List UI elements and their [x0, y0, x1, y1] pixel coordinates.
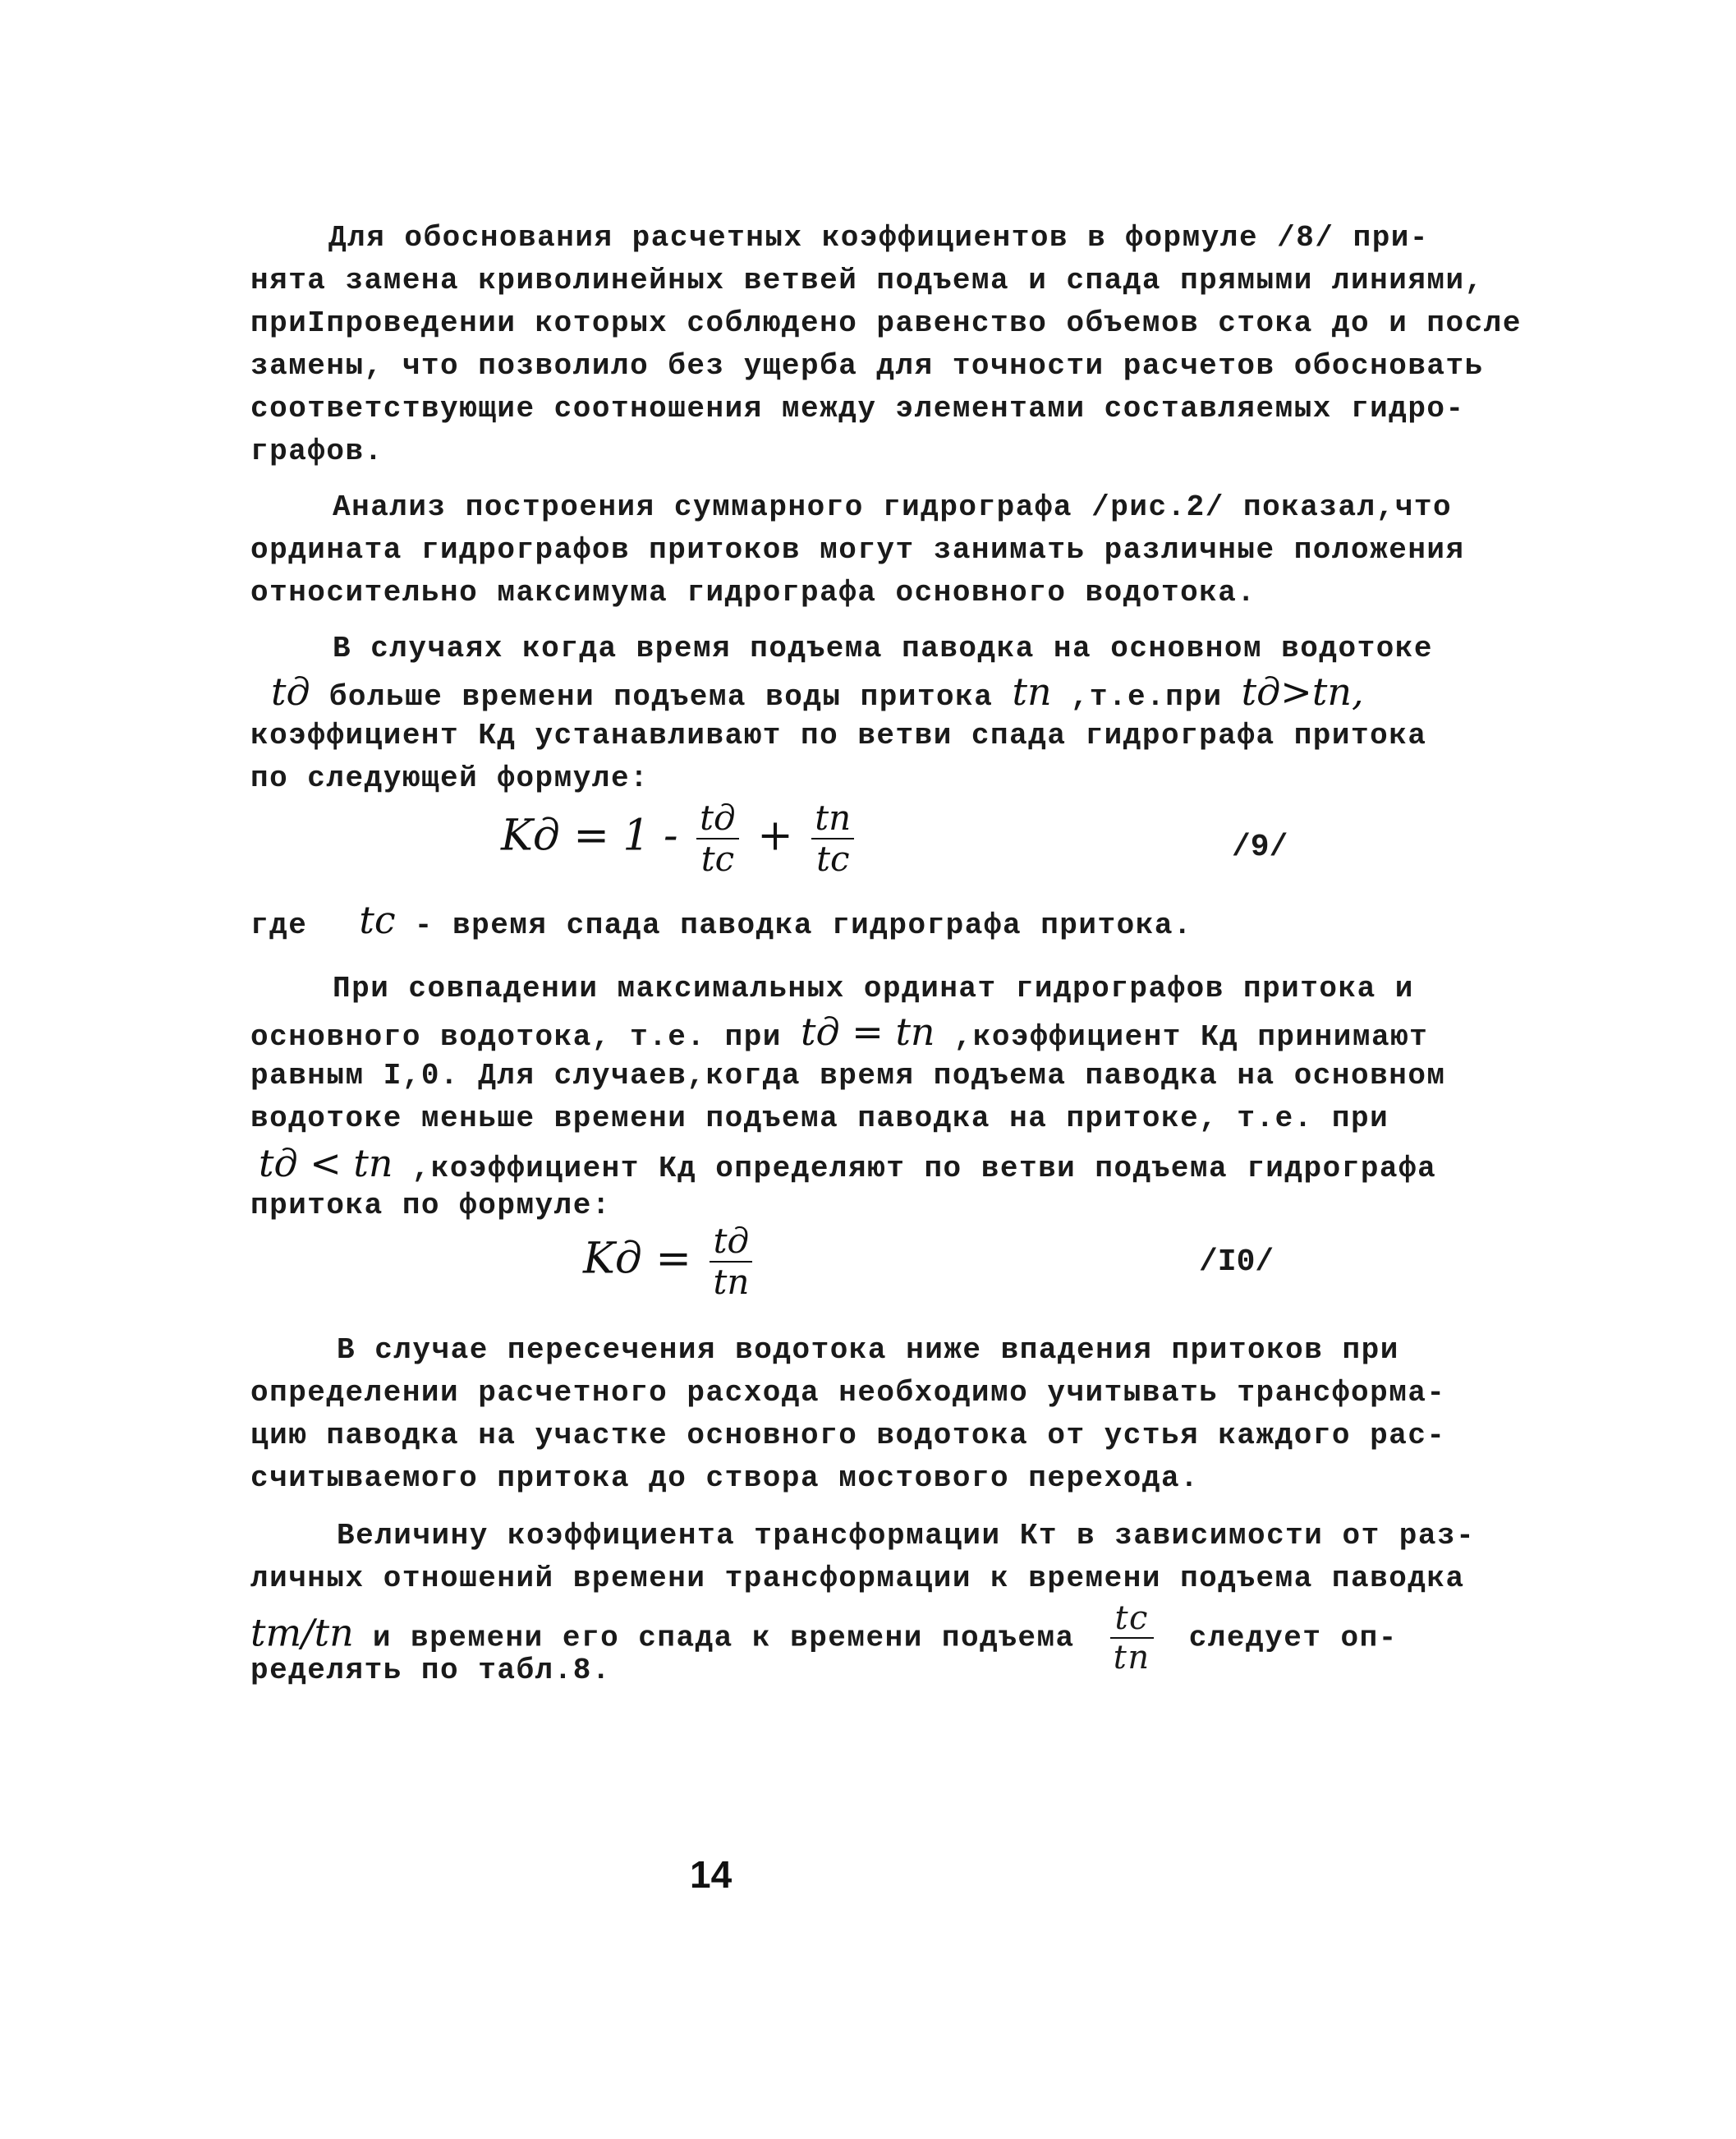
p4-line-6: притока по формуле: [250, 1189, 611, 1222]
symbol-t-p: tп [1012, 669, 1052, 714]
formula-9-fraction-2 [811, 798, 854, 879]
symbol-td-gt-tp: tд>tп, [1241, 669, 1364, 714]
formula-9-plus: + [757, 811, 793, 861]
where-prefix: где [250, 908, 308, 942]
p4-line-1: При совпадении максимальных ординат гидрографов притока и [333, 972, 1414, 1005]
p4-line-5-text: ,коэффициент Кд определяют по ветви подъема гидрографа [393, 1152, 1437, 1185]
p6-line-4: ределять по табл.8. [250, 1654, 611, 1687]
symbol-td-lt-tp: tд < tп [259, 1141, 393, 1185]
p5-line-3: цию паводка на участке основного водотока от устья каждого рас- [250, 1419, 1446, 1452]
p5-line-2: определении расчетного расхода необходимо учитывать трансформа- [250, 1376, 1446, 1410]
formula-9-lhs: Kд = 1 - [501, 811, 678, 861]
p5-line-1: В случае пересечения водотока ниже впадения притоков при [337, 1333, 1399, 1367]
page-number: 14 [690, 1853, 733, 1896]
formula-9-f2-denominator: tc [816, 839, 850, 879]
p6-line-1: Величину коэффициента трансформации Кт в зависимости от раз- [337, 1519, 1476, 1552]
p4-line-2-text-a: основного водотока, т.е. при [250, 1020, 801, 1054]
formula-10-fraction [710, 1221, 752, 1302]
p1-line-4: замены, что позволило без ущерба для точности расчетов обосновать [250, 349, 1484, 383]
formula-9-number: /9/ [1232, 830, 1288, 865]
p5-line-4: считываемого притока до створа мостового перехода. [250, 1461, 1200, 1495]
formula-9-fraction-1 [696, 798, 739, 879]
p4-line-2-text-b: ,коэффициент Кд принимают [935, 1020, 1429, 1054]
p1-line-6: графов. [250, 435, 383, 468]
formula-10-denominator: tп [713, 1262, 750, 1302]
formula-10-number: /I0/ [1199, 1244, 1274, 1280]
p3-line-2-text-b: ,т.е.при [1051, 680, 1242, 714]
p3-line-3: коэффициент Кд устанавливают по ветви спада гидрографа притока [250, 719, 1427, 752]
p4-line-3: равным I,0. Для случаев,когда время подъема паводка на основном [250, 1059, 1446, 1092]
p6-line-3-text-b: следует оп- [1169, 1621, 1398, 1655]
p3-line-2-text-a: больше времени подъема воды притока [310, 680, 1013, 714]
symbol-t-d: tд [271, 669, 310, 714]
formula-10-numerator: tд [710, 1224, 752, 1263]
symbol-td-eq-tp: tд = tп [801, 1010, 935, 1054]
formula-10-lhs: Kд = [583, 1234, 691, 1284]
symbol-tt-over-tp: tт/tп [250, 1610, 354, 1655]
p3-line-4: по следующей формуле: [250, 761, 650, 795]
symbol-t-c: tc [359, 898, 396, 942]
p6-fraction-denominator: tп [1113, 1639, 1150, 1677]
p6-inline-fraction [1110, 1599, 1154, 1677]
p6-line-2: личных отношений времени трансформации к времени подъема паводка [250, 1562, 1465, 1595]
p6-fraction-numerator: tc [1110, 1602, 1154, 1639]
p4-line-4: водотоке меньше времени подъема паводка на притоке, т.е. при [250, 1102, 1389, 1135]
p2-line-3: относительно максимума гидрографа основного водотока. [250, 576, 1256, 610]
p3-line-2 [271, 669, 1364, 717]
p1-line-1: Для обоснования расчетных коэффициентов в формуле /8/ при- [328, 221, 1430, 255]
p4-line-2 [250, 1012, 1428, 1057]
formula-9-f1-denominator: tc [700, 839, 735, 879]
where-text: - время спада паводка гидрографа притока. [395, 908, 1193, 942]
formula-10 [583, 1221, 757, 1302]
p2-line-2: ордината гидрографов притоков могут занимать различные положения [250, 533, 1465, 567]
formula-9-f1-numerator: tд [696, 801, 739, 840]
p1-line-3: приIпроведении которых соблюдено равенство объемов стока до и после [250, 306, 1522, 340]
p3-line-1: В случаях когда время подъема паводка на основном водотоке [333, 632, 1434, 665]
formula-9-f2-numerator: tп [811, 801, 854, 840]
p1-line-2: нята замена криволинейных ветвей подъема и спада прямыми линиями, [250, 264, 1484, 297]
p4-line-5 [259, 1143, 1436, 1189]
p6-line-3-text-a: и времени его спада к времени подъема [353, 1621, 1094, 1655]
p1-line-5: соответствующие соотношения между элементами составляемых гидро- [250, 392, 1465, 426]
where-line [250, 900, 1192, 945]
formula-9 [501, 798, 859, 879]
p2-line-1: Анализ построения суммарного гидрографа /рис.2/ показал,что [333, 490, 1453, 524]
